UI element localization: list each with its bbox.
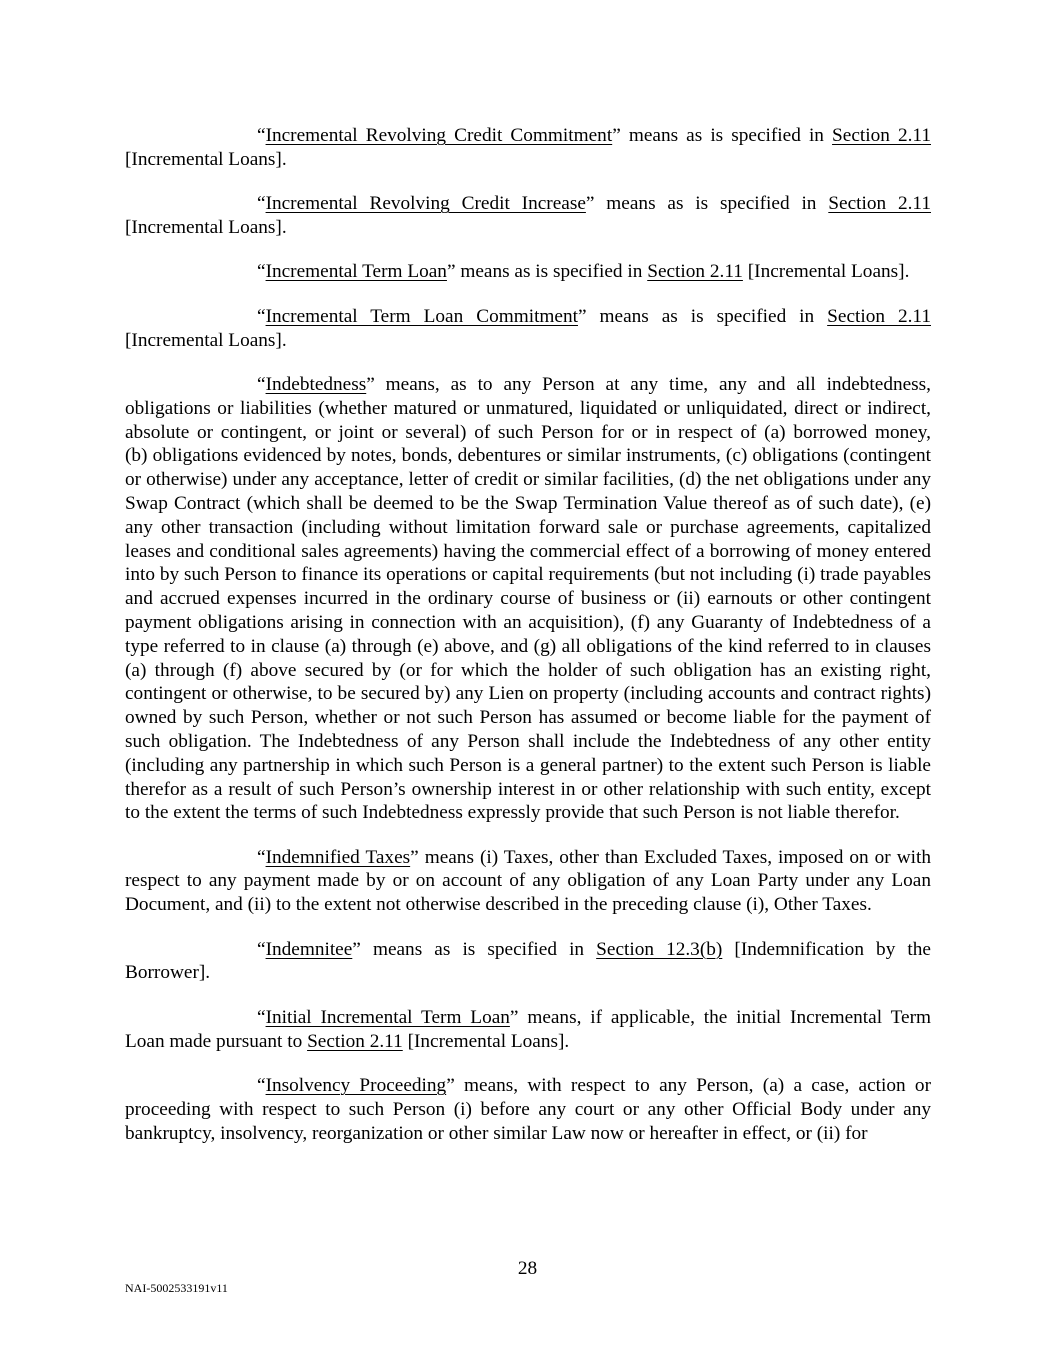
quote-close: ” (585, 193, 595, 215)
definition-text-tail: [Incremental Loans]. (742, 261, 910, 283)
definition-text: means, with respect to any Person, (a) a case, action or proceeding with respect to such Person (i) before any court or any other Official Body under any bankruptcy, insolvency, reorganization or other similar Law now or hereafter in effect, or (ii) for (125, 1075, 931, 1144)
defined-term: Incremental Term Loan Commitment (265, 305, 578, 327)
definition-incremental-revolving-credit-commitment (125, 124, 931, 172)
definition-incremental-revolving-credit-increase (125, 192, 931, 240)
definition-incremental-term-loan (125, 260, 931, 284)
defined-term: Indemnified Taxes (265, 846, 411, 868)
definition-text-tail: [Incremental Loans]. (125, 329, 287, 351)
definition-initial-incremental-term-loan (125, 1006, 931, 1054)
quote-open: “ (257, 846, 266, 868)
defined-term: Indemnitee (265, 938, 353, 960)
section-reference: Section 12.3(b) (596, 938, 723, 960)
definition-text-tail: [Incremental Loans]. (402, 1030, 570, 1052)
section-reference: Section 2.11 (647, 261, 743, 283)
quote-close: ” (352, 938, 361, 960)
page-number: 28 (517, 1258, 538, 1279)
quote-close: ” (366, 373, 375, 395)
definition-incremental-term-loan-commitment (125, 305, 931, 353)
definition-text: means as is specified in (594, 193, 829, 215)
definition-text: means as is specified in (455, 261, 648, 283)
defined-term: Indebtedness (265, 373, 367, 395)
definition-text: means as is specified in (586, 305, 828, 327)
definition-text: means as is specified in (620, 125, 833, 146)
defined-term: Incremental Revolving Credit Commitment (265, 125, 613, 146)
quote-close: ” (410, 846, 419, 868)
quote-open: “ (257, 1006, 266, 1028)
quote-open: “ (257, 125, 266, 146)
definition-text: means, if applicable, the initial Incremental Term Loan made pursuant to (125, 1006, 931, 1052)
section-reference: Section 2.11 (832, 125, 931, 146)
definition-insolvency-proceeding (125, 1074, 931, 1145)
quote-open: “ (257, 373, 266, 395)
quote-close: ” (446, 261, 456, 283)
definition-indebtedness (125, 373, 931, 825)
defined-term: Incremental Term Loan (265, 261, 447, 283)
definition-text: means (i) Taxes, other than Excluded Taxes, imposed on or with respect to any payment made by or on account of any obligation of any Loan Party under any Loan Document, and (ii) to the extent not otherwise described in the preceding clause (i), Other Taxes. (125, 846, 931, 916)
document-id: NAI-5002533191v11 (125, 1281, 228, 1295)
definition-indemnified-taxes (125, 846, 931, 917)
section-reference: Section 2.11 (828, 193, 931, 215)
section-reference: Section 2.11 (827, 305, 931, 327)
quote-close: ” (577, 305, 587, 327)
quote-open: “ (257, 1075, 266, 1097)
definition-text-tail: [Incremental Loans]. (125, 148, 287, 170)
definition-text-tail: [Incremental Loans]. (125, 216, 287, 238)
definition-indemnitee (125, 938, 931, 986)
definitions-list (125, 124, 931, 1145)
section-reference: Section 2.11 (307, 1030, 403, 1052)
definition-text: means as is specified in (360, 938, 597, 960)
quote-close: ” (446, 1075, 455, 1097)
quote-open: “ (257, 938, 266, 960)
quote-open: “ (257, 305, 266, 327)
defined-term: Initial Incremental Term Loan (265, 1006, 510, 1028)
definition-text-tail: [Indemnification by the Borrower]. (125, 938, 931, 984)
quote-open: “ (257, 193, 266, 215)
quote-close: ” (612, 125, 621, 146)
quote-open: “ (257, 261, 266, 283)
definition-text: means, as to any Person at any time, any and all indebtedness, obligations or liabilities (whether matured or unmatured, liquidated or unliquidated, direct or indirect, absolute or contingent, or joint or several) of such Person for or in respect of (a) borrowed money, (b) obligations evidenced by notes, bonds, debentures or similar instruments, (c) obligations (contingent or otherwise) under any acceptance, letter of credit or similar facilities, (d) the net obligations under any Swap Contract (which shall be deemed to be the Swap Termination Value thereof as of such date), (e) any other transaction (including without limitation forward sale or purchase agreements, capitalized leases and conditional sales agreements) having the commercial effect of a borrowing of money entered into by such Person to finance its operations or capital requirements (but not including (i) trade payables and accrued expenses incurred in the ordinary course of business or (ii) earnouts or other contingent payment obligations arising in connection with an acquisition), (f) any Guaranty of Indebtedness of a type referred to in clause (a) through (e) above, and (g) all obligations of the kind referred to in clauses (a) through (f) above secured by (or for which the holder of such obligation has an existing right, contingent or otherwise, to be secured by) any Lien on property (including accounts and contract rights) owned by such Person, whether or not such Person has assumed or become liable for the payment of such obligation. The Indebtedness of any Person shall include the Indebtedness of any other entity (including any partnership in which such Person is a general partner) to the extent such Person is liable therefor as a result of such Person’s ownership interest in or other relationship with such entity, except to the extent the terms of such Indebtedness expressly provide that such Person is not liable therefor. (125, 373, 931, 824)
quote-close: ” (509, 1006, 519, 1028)
defined-term: Insolvency Proceeding (265, 1075, 447, 1097)
defined-term: Incremental Revolving Credit Increase (265, 193, 586, 215)
